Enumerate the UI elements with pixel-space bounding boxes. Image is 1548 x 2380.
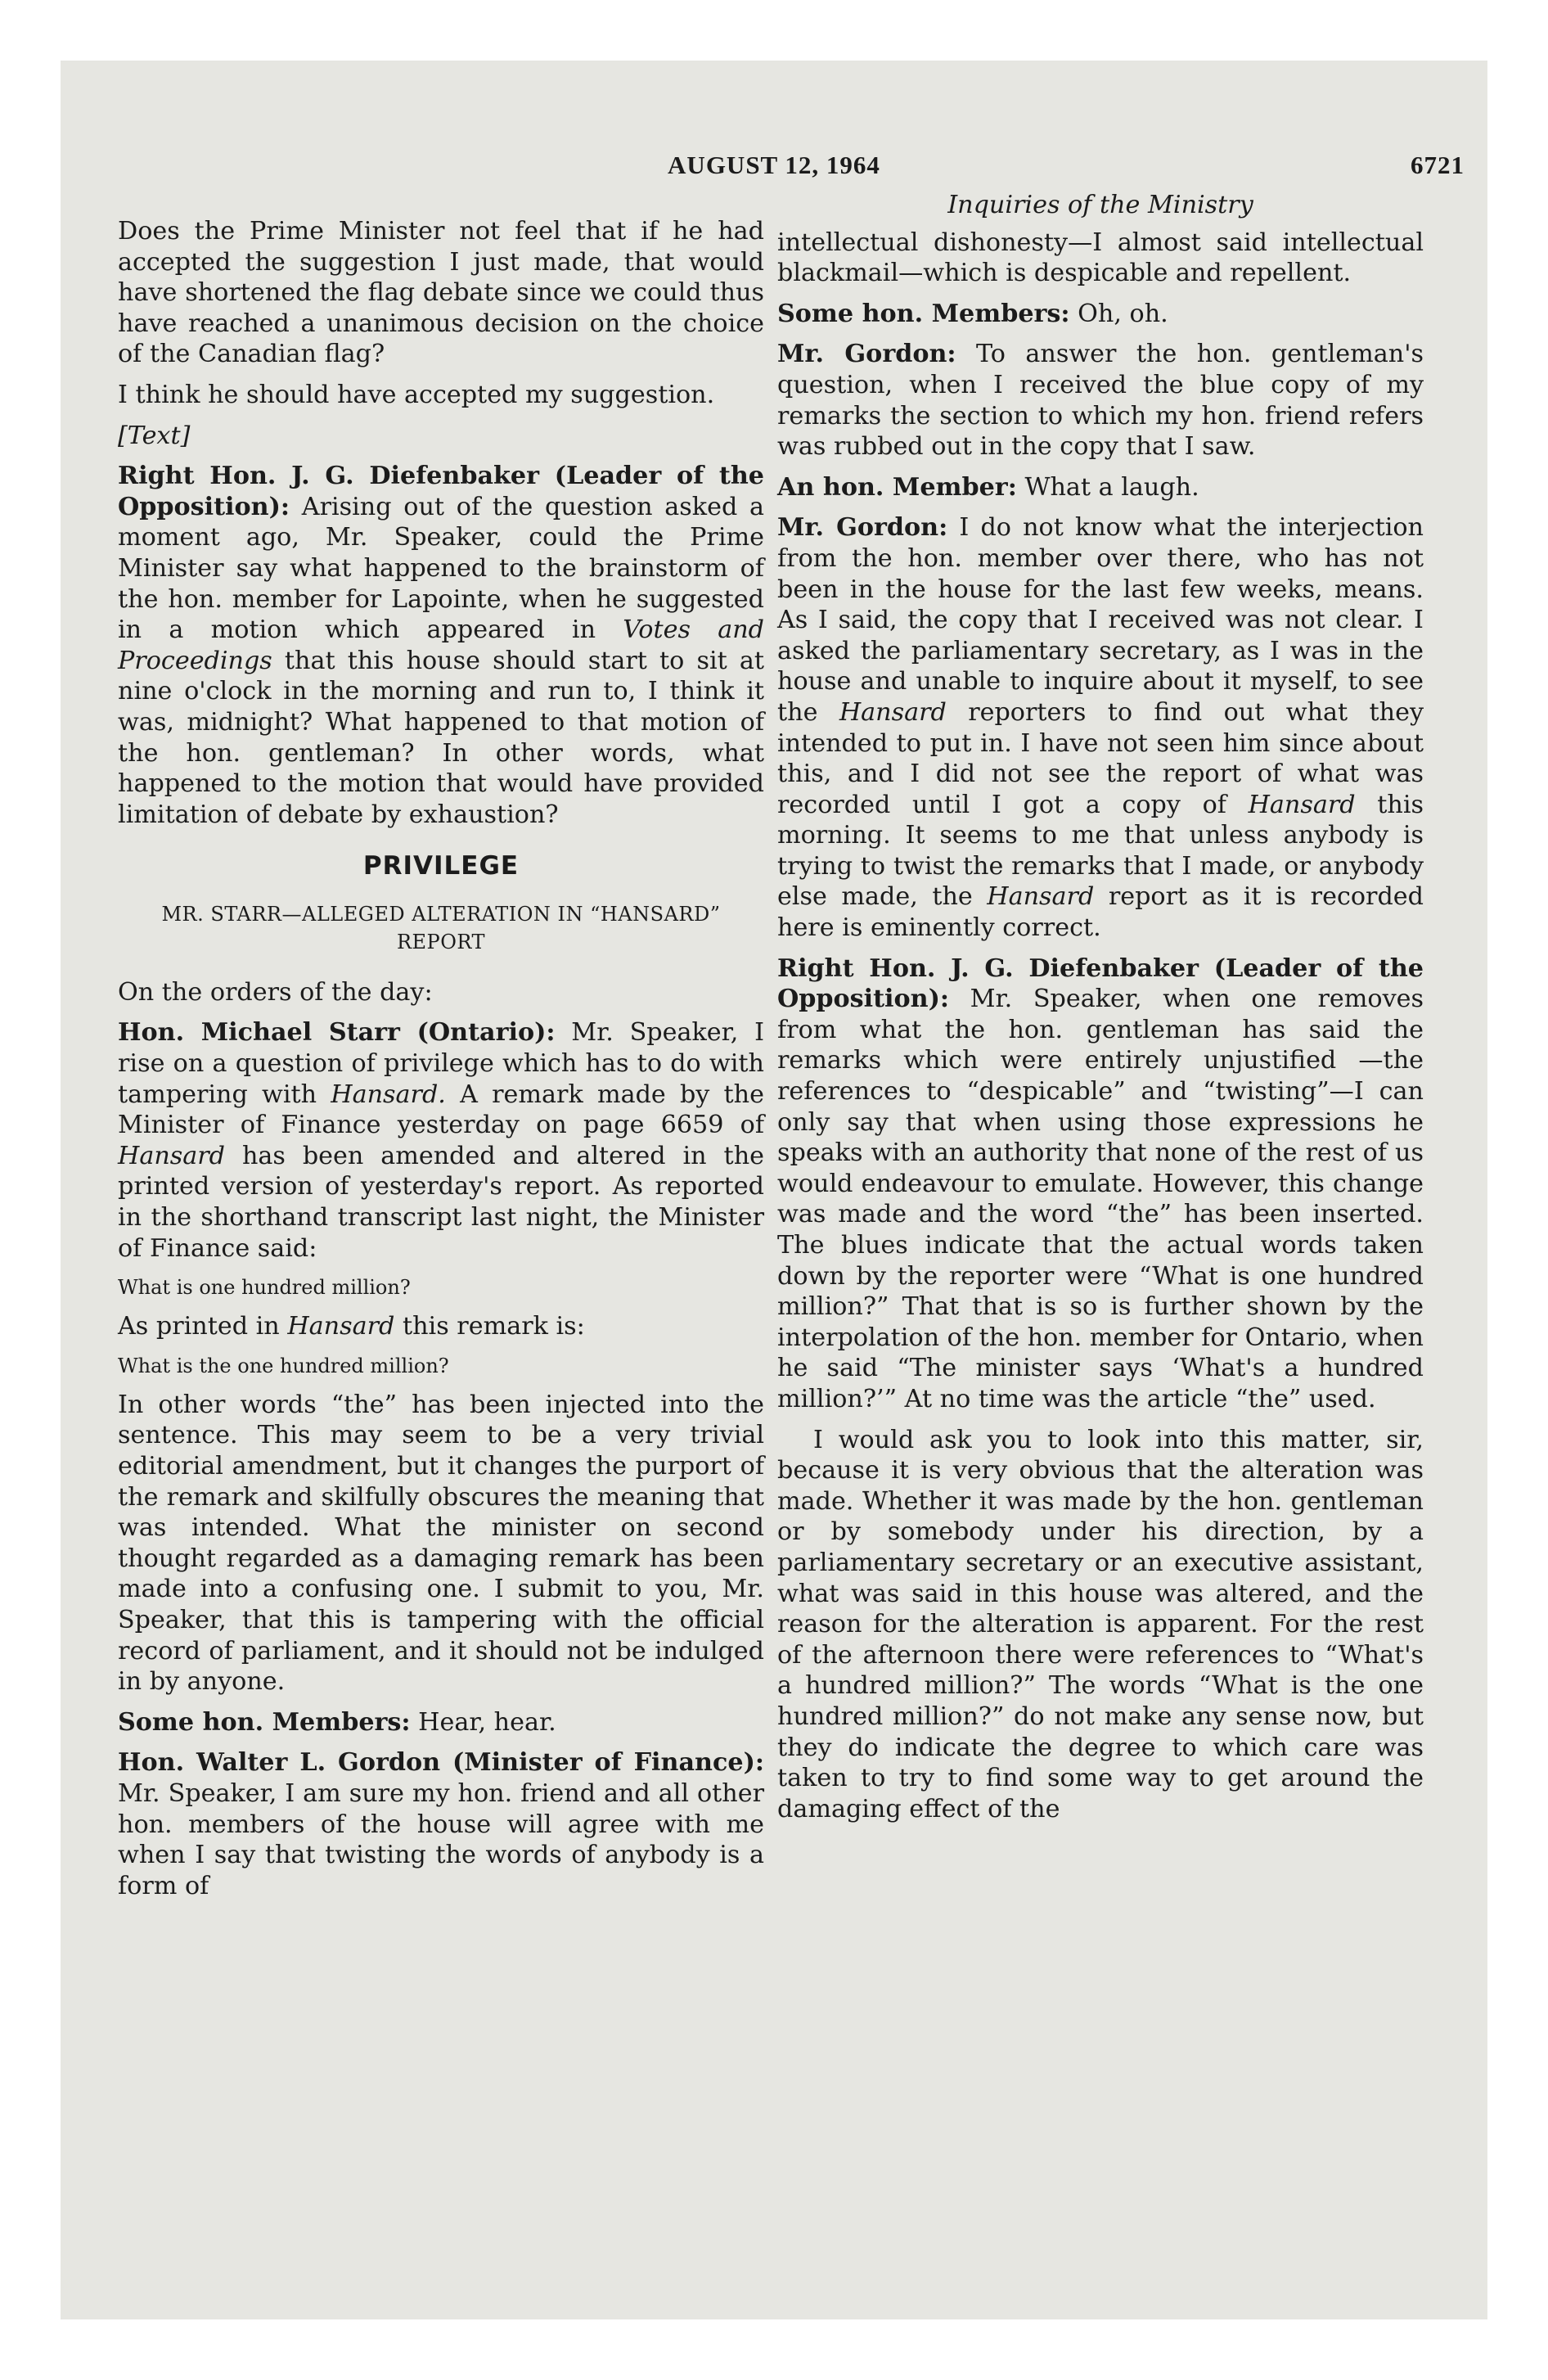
text-marker: [Text]	[118, 421, 191, 450]
block-quote: What is the one hundred million?	[118, 1354, 449, 1377]
paragraph: An hon. Member: What a laugh.	[777, 472, 1199, 502]
paragraph: As printed in Hansard this remark is:	[118, 1312, 585, 1341]
page-number: 6721	[1411, 151, 1465, 179]
section-subheading: MR. STARR—ALLEGED ALTERATION IN “HANSARD” REPORT	[161, 902, 721, 953]
running-head	[61, 151, 1487, 192]
paragraph: Mr. Gordon: To answer the hon. gentleman's question, when I received the blue copy of my remarks the section to which my hon. friend refers was rubbed out in the copy that I saw.	[777, 340, 1424, 462]
paragraph: I think he should have accepted my suggestion.	[118, 380, 715, 409]
block-quote: What is one hundred million?	[118, 1276, 411, 1300]
running-title: Inquiries of the Ministry	[947, 191, 1253, 219]
paragraph: On the orders of the day:	[118, 977, 433, 1007]
speaker-name: Some hon. Members:	[118, 1707, 411, 1737]
speaker-name: Right Hon. J. G. Diefenbaker (Leader of the Opposition):	[777, 953, 1424, 1014]
speaker-name: Some hon. Members:	[777, 299, 1070, 328]
paragraph: Mr. Gordon: I do not know what the interjection from the hon. member over there, who has not been in the house for the last few weeks, means. As I said, the copy that I received was not clear. I asked the parliamentary secretary, as I was in the house and unable to inquire about it myself, to see the Hansard reporters to find out what they intended to put in. I have not seen him since about this, and I did not see the report of what was recorded until I got a copy of Hansard this morning. It seems to me that unless anybody is trying to twist the remarks that I made, or anybody else made, the Hansard report as it is recorded here is eminently correct.	[777, 513, 1424, 943]
paragraph: Some hon. Members: Hear, hear.	[118, 1707, 556, 1737]
paragraph: Hon. Walter L. Gordon (Minister of Finance): Mr. Speaker, I am sure my hon. friend and all other hon. members of the house will agree with me when I say that twisting the words of anybody is a form of	[118, 1748, 764, 1900]
document-page	[61, 61, 1487, 2319]
paragraph: In other words “the” has been injected into the sentence. This may seem to be a very trivial editorial amendment, but it changes the purport of the remark and skilfully obscures the meaning that was intended. What the minister on second thought regarded as a damaging remark has been made into a confusing one. I submit to you, Mr. Speaker, that this is tampering with the official record of parliament, and it should not be indulged in by anyone.	[118, 1390, 764, 1697]
speaker-name: Hon. Michael Starr (Ontario):	[118, 1018, 556, 1048]
paragraph: Right Hon. J. G. Diefenbaker (Leader of the Opposition): Arising out of the question asked a moment ago, Mr. Speaker, could the Prime Minister say what happened to the brainstorm of the hon. member for Lapointe, when he suggested in a motion which appeared in Votes and Proceedings that this house should start to sit at nine o'clock in the morning and run to, I think it was, midnight? What happened to that motion of the hon. gentleman? In other words, what happened to the motion that would have provided limitation of debate by exhaustion?	[118, 462, 764, 829]
paragraph: I would ask you to look into this matter, sir, because it is very obvious that the alteration was made. Whether it was made by the hon. gentleman or by somebody under his direction, by a parliamentary secretary or an executive assistant, what was said in this house was altered, and the reason for the alteration is apparent. For the rest of the afternoon there were references to “What's a hundred million?” The words “What is the one hundred million?” do not make any sense now, but they do indicate the degree to which care was taken to try to find some way to get around the damaging effect of the	[777, 1425, 1424, 1823]
speaker-name: An hon. Member:	[777, 472, 1017, 502]
left-column	[118, 216, 764, 1911]
speaker-name: Hon. Walter L. Gordon (Minister of Finance):	[118, 1748, 764, 1778]
section-heading: PRIVILEGE	[362, 851, 520, 881]
speaker-name: Mr. Gordon:	[777, 513, 948, 543]
speaker-name: Right Hon. J. G. Diefenbaker (Leader of the Opposition):	[118, 462, 764, 521]
paragraph: Does the Prime Minister not feel that if he had accepted the suggestion I just made, that would have shortened the flag debate since we could thus have reached a unanimous decision on the choice of the Canadian flag?	[118, 217, 764, 369]
paragraph: Some hon. Members: Oh, oh.	[777, 299, 1168, 328]
speaker-name: Mr. Gordon:	[777, 340, 956, 369]
paragraph: Right Hon. J. G. Diefenbaker (Leader of the Opposition): Mr. Speaker, when one removes from what the hon. gentleman has said the remarks which were entirely unjustified —the references to “despicable” and “twisting”—I can only say that when using those expressions he speaks with an authority that none of the rest of us would endeavour to emulate. However, this change was made and the word “the” has been inserted. The blues indicate that the actual words taken down by the reporter were “What is one hundred million?” That that is so is further shown by the interpolation of the hon. member for Ontario, when he said “The minister says ‘What's a hundred million?’” At no time was the article “the” used.	[777, 953, 1424, 1413]
paragraph: intellectual dishonesty—I almost said intellectual blackmail—which is despicable and repellent.	[777, 228, 1424, 288]
paragraph: Hon. Michael Starr (Ontario): Mr. Speaker, I rise on a question of privilege which has to do with tampering with Hansard. A remark made by the Minister of Finance yesterday on page 6659 of Hansard has been amended and altered in the printed version of yesterday's report. As reported in the shorthand transcript last night, the Minister of Finance said:	[118, 1018, 765, 1263]
page-date: AUGUST 12, 1964	[668, 151, 880, 179]
right-column	[777, 190, 1424, 1834]
